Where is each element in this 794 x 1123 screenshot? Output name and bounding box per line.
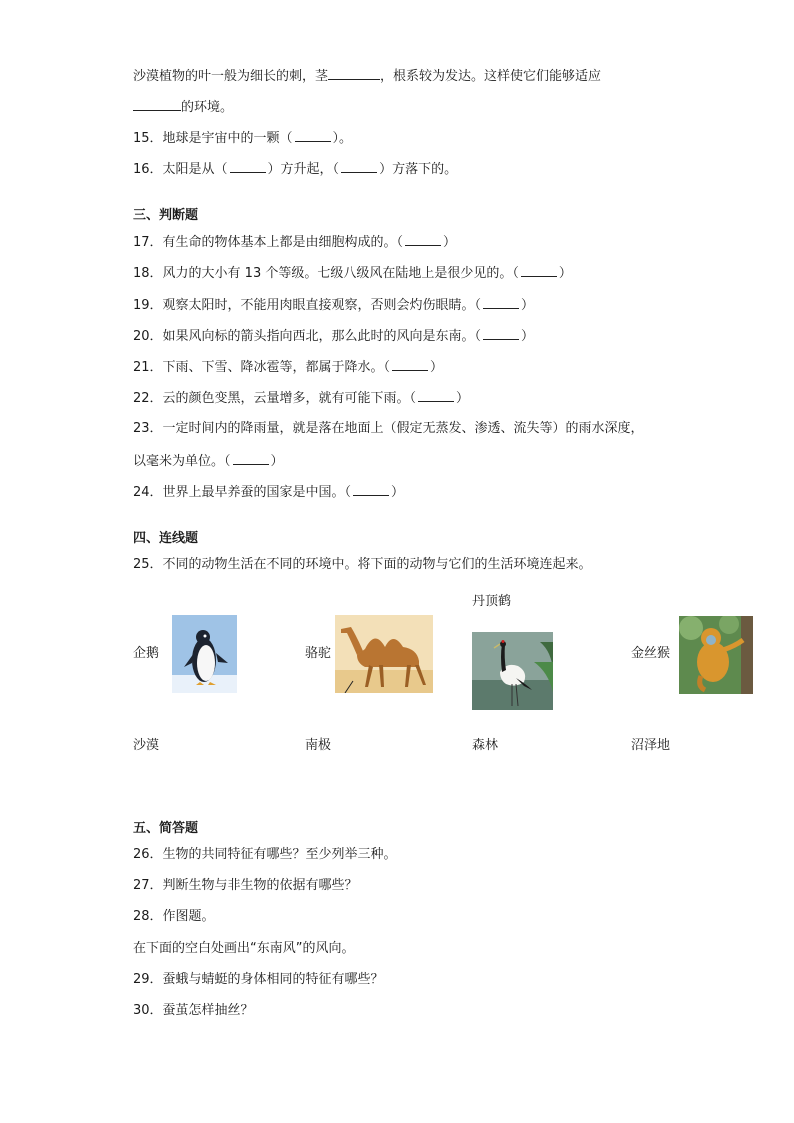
q14-line2	[133, 99, 233, 116]
q25: 25．不同的动物生活在不同的环境中。将下面的动物与它们的生活环境连起来。	[133, 557, 592, 572]
section4-heading: 四、连线题	[133, 531, 199, 546]
q16-text: 16．太阳是从（	[133, 162, 228, 177]
q24	[133, 484, 404, 501]
penguin-label: 企鹅	[133, 646, 160, 661]
q22-blank[interactable]	[418, 390, 454, 402]
q17-text: 17．有生命的物体基本上都是由细胞构成的。（	[133, 235, 404, 250]
q17-end: ）	[443, 235, 457, 250]
q30: 30．蚕茧怎样抽丝？	[133, 1003, 254, 1018]
crane-image	[472, 632, 553, 710]
q18-end: ）	[558, 266, 572, 281]
q23-line2	[133, 453, 284, 470]
q23-text: 以毫米为单位。（	[133, 454, 231, 469]
q15-text: 15．地球是宇宙中的一颗（	[133, 131, 293, 146]
q23-end: ）	[270, 454, 284, 469]
q16-end: ）方落下的。	[379, 162, 458, 177]
q20-blank[interactable]	[483, 328, 519, 340]
env-forest: 森林	[472, 738, 499, 753]
q28: 28．作图题。	[133, 909, 215, 924]
q21-blank[interactable]	[392, 359, 428, 371]
monkey-label: 金丝猴	[631, 646, 671, 661]
q22-end: ）	[456, 391, 470, 406]
q17-blank[interactable]	[405, 234, 441, 246]
env-antarctica: 南极	[305, 738, 332, 753]
q17	[133, 234, 456, 251]
q22	[133, 390, 469, 407]
crane-label: 丹顶鹤	[472, 594, 512, 609]
monkey-image	[679, 616, 753, 694]
q18-text: 18．风力的大小有 13 个等级。七级八级风在陆地上是很少见的。（	[133, 266, 519, 281]
q19-text: 19．观察太阳时，不能用肉眼直接观察，否则会灼伤眼睛。（	[133, 298, 482, 313]
q26: 26．生物的共同特征有哪些？至少列举三种。	[133, 847, 397, 862]
q14-line1	[133, 68, 601, 85]
q16-blank-set[interactable]	[341, 161, 377, 173]
q16-blank-rise[interactable]	[230, 161, 266, 173]
q23-line1: 23．一定时间内的降雨量，就是落在地面上（假定无蒸发、渗透、流失等）的雨水深度，	[133, 421, 644, 436]
q14-text-part1: 沙漠植物的叶一般为细长的刺，茎	[133, 69, 329, 84]
camel-image	[335, 615, 433, 693]
q15-blank[interactable]	[295, 130, 331, 142]
q20-text: 20．如果风向标的箭头指向西北，那么此时的风向是东南。（	[133, 329, 482, 344]
q20-end: ）	[521, 329, 535, 344]
q21	[133, 359, 443, 376]
q28-instruction: 在下面的空白处画出“东南风”的风向。	[133, 941, 355, 956]
q19-end: ）	[521, 298, 535, 313]
q19-blank[interactable]	[483, 297, 519, 309]
q14-text-part2: ，根系较为发达。这样使它们能够适应	[380, 69, 602, 84]
q20	[133, 328, 534, 345]
env-marsh: 沼泽地	[631, 738, 671, 753]
q18-blank[interactable]	[521, 265, 557, 277]
q29: 29．蚕蛾与蜻蜓的身体相同的特征有哪些？	[133, 972, 384, 987]
q14-blank-environment[interactable]	[133, 99, 181, 111]
env-desert: 沙漠	[133, 738, 160, 753]
q16-mid: ）方升起，（	[267, 162, 340, 177]
q24-end: ）	[391, 485, 405, 500]
section3-heading: 三、判断题	[133, 208, 199, 223]
q19	[133, 297, 534, 314]
q21-end: ）	[430, 360, 444, 375]
section5-heading: 五、简答题	[133, 821, 199, 836]
camel-label: 骆驼	[305, 646, 332, 661]
q14-text-part3: 的环境。	[181, 100, 234, 115]
q15-end: ）。	[332, 131, 353, 146]
q14-blank-stem[interactable]	[328, 68, 380, 80]
q24-text: 24．世界上最早养蚕的国家是中国。（	[133, 485, 352, 500]
q21-text: 21．下雨、下雪、降冰雹等，都属于降水。（	[133, 360, 391, 375]
q23-blank[interactable]	[233, 453, 269, 465]
q27: 27．判断生物与非生物的依据有哪些？	[133, 878, 358, 893]
q16	[133, 161, 457, 178]
q22-text: 22．云的颜色变黑，云量增多，就有可能下雨。（	[133, 391, 417, 406]
q18	[133, 265, 572, 282]
q24-blank[interactable]	[353, 484, 389, 496]
penguin-image	[172, 615, 237, 693]
q15	[133, 130, 352, 147]
